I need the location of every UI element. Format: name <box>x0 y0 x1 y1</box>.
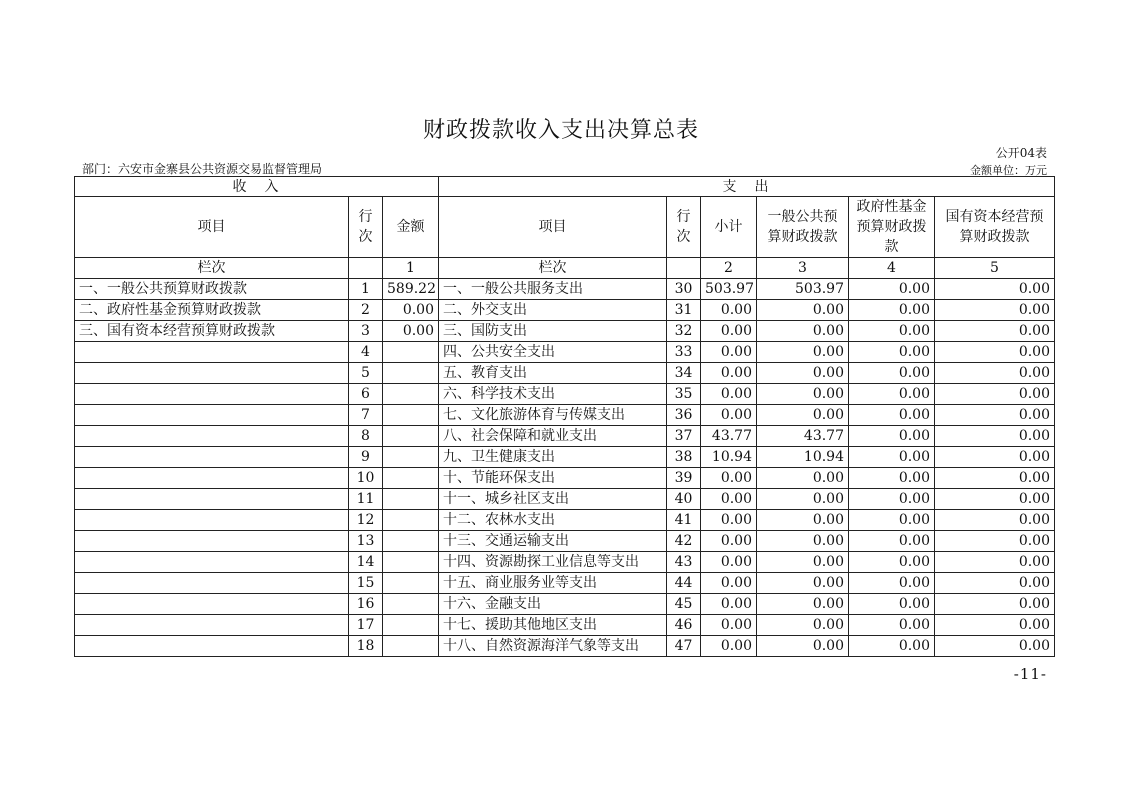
income-item-cell <box>75 468 349 489</box>
income-amount-cell: 0.00 <box>383 321 439 342</box>
state-capital-cell: 0.00 <box>935 552 1055 573</box>
expense-item-cell: 七、文化旅游体育与传媒支出 <box>439 405 667 426</box>
state-capital-cell: 0.00 <box>935 300 1055 321</box>
state-capital-cell: 0.00 <box>935 531 1055 552</box>
income-amount-cell <box>383 594 439 615</box>
income-item-cell <box>75 405 349 426</box>
income-amount-header: 金额 <box>383 197 439 258</box>
general-budget-cell: 503.97 <box>757 279 849 300</box>
table-row <box>75 384 1055 405</box>
column-header-row <box>75 197 1055 258</box>
expense-item-cell: 三、国防支出 <box>439 321 667 342</box>
col-index-4: 4 <box>849 258 935 279</box>
table-row <box>75 342 1055 363</box>
income-amount-cell <box>383 489 439 510</box>
fund-budget-cell: 0.00 <box>849 594 935 615</box>
income-row-no-cell: 12 <box>349 510 383 531</box>
expense-row-no-cell: 32 <box>667 321 701 342</box>
fund-budget-cell: 0.00 <box>849 405 935 426</box>
expense-item-cell: 五、教育支出 <box>439 363 667 384</box>
state-capital-cell: 0.00 <box>935 321 1055 342</box>
expense-item-cell: 八、社会保障和就业支出 <box>439 426 667 447</box>
fund-budget-cell: 0.00 <box>849 573 935 594</box>
expense-item-cell: 十四、资源勘探工业信息等支出 <box>439 552 667 573</box>
expense-item-cell: 十八、自然资源海洋气象等支出 <box>439 636 667 657</box>
income-row-no-cell: 4 <box>349 342 383 363</box>
expense-row-no-cell: 46 <box>667 615 701 636</box>
table-row <box>75 531 1055 552</box>
state-capital-header: 国有资本经营预算财政拨款 <box>935 197 1055 258</box>
page-title: 财政拨款收入支出决算总表 <box>422 118 699 143</box>
form-number: 公开04表 <box>995 146 1047 160</box>
fund-budget-cell: 0.00 <box>849 510 935 531</box>
table-row <box>75 615 1055 636</box>
expense-row-no-cell: 31 <box>667 300 701 321</box>
income-item-cell: 一、一般公共预算财政拨款 <box>75 279 349 300</box>
income-row-no-cell: 2 <box>349 300 383 321</box>
general-budget-cell: 0.00 <box>757 573 849 594</box>
expense-item-cell: 十三、交通运输支出 <box>439 531 667 552</box>
table-row <box>75 573 1055 594</box>
income-row-no-cell: 6 <box>349 384 383 405</box>
income-item-cell <box>75 594 349 615</box>
table-row <box>75 636 1055 657</box>
table-row <box>75 447 1055 468</box>
expense-item-cell: 十五、商业服务业等支出 <box>439 573 667 594</box>
state-capital-cell: 0.00 <box>935 342 1055 363</box>
fund-budget-cell: 0.00 <box>849 636 935 657</box>
expense-item-cell: 十二、农林水支出 <box>439 510 667 531</box>
income-row-no-cell: 17 <box>349 615 383 636</box>
fund-budget-cell: 0.00 <box>849 468 935 489</box>
general-budget-cell: 0.00 <box>757 384 849 405</box>
income-amount-cell <box>383 573 439 594</box>
expense-row-no-cell: 39 <box>667 468 701 489</box>
column-index-row <box>75 258 1055 279</box>
state-capital-cell: 0.00 <box>935 279 1055 300</box>
general-budget-cell: 0.00 <box>757 321 849 342</box>
expense-row-no-cell: 35 <box>667 384 701 405</box>
expense-row-no-cell: 30 <box>667 279 701 300</box>
state-capital-cell: 0.00 <box>935 363 1055 384</box>
general-budget-cell: 0.00 <box>757 531 849 552</box>
state-capital-cell: 0.00 <box>935 594 1055 615</box>
income-row-no-cell: 10 <box>349 468 383 489</box>
expense-item-cell: 二、外交支出 <box>439 300 667 321</box>
expense-row-no-header: 行次 <box>667 197 701 258</box>
income-row-no-cell: 14 <box>349 552 383 573</box>
subtotal-cell: 0.00 <box>701 300 757 321</box>
general-budget-cell: 43.77 <box>757 426 849 447</box>
income-amount-cell <box>383 405 439 426</box>
income-row-no-cell: 8 <box>349 426 383 447</box>
income-item-cell: 三、国有资本经营预算财政拨款 <box>75 321 349 342</box>
col-label-left: 栏次 <box>75 258 349 279</box>
expense-row-no-cell: 45 <box>667 594 701 615</box>
fund-budget-cell: 0.00 <box>849 552 935 573</box>
income-amount-cell <box>383 342 439 363</box>
general-budget-cell: 0.00 <box>757 300 849 321</box>
subtotal-cell: 0.00 <box>701 636 757 657</box>
income-row-no-cell: 3 <box>349 321 383 342</box>
table-row <box>75 489 1055 510</box>
table-row <box>75 405 1055 426</box>
budget-table <box>74 176 1055 657</box>
subtotal-cell: 0.00 <box>701 468 757 489</box>
expense-row-no-cell: 43 <box>667 552 701 573</box>
income-amount-cell: 0.00 <box>383 300 439 321</box>
state-capital-cell: 0.00 <box>935 426 1055 447</box>
expense-item-cell: 九、卫生健康支出 <box>439 447 667 468</box>
department-label: 部门：六安市金寨县公共资源交易监督管理局 <box>82 162 323 176</box>
section-header-row <box>75 177 1055 197</box>
subtotal-cell: 0.00 <box>701 384 757 405</box>
fund-budget-cell: 0.00 <box>849 426 935 447</box>
col-index-5: 5 <box>935 258 1055 279</box>
expense-item-cell: 一、一般公共服务支出 <box>439 279 667 300</box>
expense-row-no-cell: 42 <box>667 531 701 552</box>
state-capital-cell: 0.00 <box>935 447 1055 468</box>
income-row-no-cell: 11 <box>349 489 383 510</box>
state-capital-cell: 0.00 <box>935 636 1055 657</box>
expense-item-cell: 十一、城乡社区支出 <box>439 489 667 510</box>
fund-budget-cell: 0.00 <box>849 321 935 342</box>
expense-row-no-cell: 47 <box>667 636 701 657</box>
general-budget-header: 一般公共预算财政拨款 <box>757 197 849 258</box>
income-row-no-cell: 1 <box>349 279 383 300</box>
state-capital-cell: 0.00 <box>935 615 1055 636</box>
subtotal-cell: 0.00 <box>701 573 757 594</box>
general-budget-cell: 0.00 <box>757 342 849 363</box>
general-budget-cell: 0.00 <box>757 552 849 573</box>
income-item-cell <box>75 384 349 405</box>
col-index-3: 3 <box>757 258 849 279</box>
expense-section-header: 支 出 <box>439 177 1055 197</box>
income-amount-cell <box>383 552 439 573</box>
income-row-no-cell: 13 <box>349 531 383 552</box>
income-row-no-cell: 16 <box>349 594 383 615</box>
fund-budget-cell: 0.00 <box>849 342 935 363</box>
state-capital-cell: 0.00 <box>935 573 1055 594</box>
general-budget-cell: 0.00 <box>757 468 849 489</box>
general-budget-cell: 0.00 <box>757 363 849 384</box>
fund-budget-cell: 0.00 <box>849 279 935 300</box>
income-item-cell <box>75 363 349 384</box>
income-item-header: 项目 <box>75 197 349 258</box>
income-section-header: 收 入 <box>75 177 439 197</box>
income-row-no-cell: 5 <box>349 363 383 384</box>
expense-row-no-cell: 41 <box>667 510 701 531</box>
table-row <box>75 300 1055 321</box>
table-row <box>75 468 1055 489</box>
general-budget-cell: 0.00 <box>757 489 849 510</box>
col-index-2: 2 <box>701 258 757 279</box>
page-number: -11- <box>1013 665 1047 683</box>
income-item-cell <box>75 636 349 657</box>
expense-row-no-cell: 37 <box>667 426 701 447</box>
state-capital-cell: 0.00 <box>935 405 1055 426</box>
income-item-cell: 二、政府性基金预算财政拨款 <box>75 300 349 321</box>
income-amount-cell <box>383 468 439 489</box>
income-row-no-cell: 18 <box>349 636 383 657</box>
expense-row-no-cell: 33 <box>667 342 701 363</box>
fund-budget-cell: 0.00 <box>849 300 935 321</box>
subtotal-cell: 0.00 <box>701 489 757 510</box>
general-budget-cell: 0.00 <box>757 510 849 531</box>
income-amount-cell <box>383 636 439 657</box>
amount-unit-label: 金额单位：万元 <box>970 164 1047 177</box>
subtotal-cell: 0.00 <box>701 363 757 384</box>
general-budget-cell: 0.00 <box>757 405 849 426</box>
table-row <box>75 321 1055 342</box>
table-row <box>75 552 1055 573</box>
fund-budget-cell: 0.00 <box>849 489 935 510</box>
state-capital-cell: 0.00 <box>935 468 1055 489</box>
income-amount-cell <box>383 363 439 384</box>
table-row <box>75 594 1055 615</box>
income-item-cell <box>75 552 349 573</box>
subtotal-cell: 0.00 <box>701 615 757 636</box>
expense-item-cell: 十、节能环保支出 <box>439 468 667 489</box>
expense-row-no-cell: 38 <box>667 447 701 468</box>
table-row <box>75 279 1055 300</box>
income-item-cell <box>75 489 349 510</box>
fund-budget-cell: 0.00 <box>849 615 935 636</box>
income-item-cell <box>75 510 349 531</box>
income-row-no-cell: 7 <box>349 405 383 426</box>
expense-item-cell: 十七、援助其他地区支出 <box>439 615 667 636</box>
income-amount-cell <box>383 510 439 531</box>
income-amount-cell: 589.22 <box>383 279 439 300</box>
col-index-1: 1 <box>383 258 439 279</box>
state-capital-cell: 0.00 <box>935 384 1055 405</box>
expense-item-cell: 四、公共安全支出 <box>439 342 667 363</box>
general-budget-cell: 10.94 <box>757 447 849 468</box>
expense-item-cell: 六、科学技术支出 <box>439 384 667 405</box>
table-row <box>75 426 1055 447</box>
subtotal-cell: 0.00 <box>701 405 757 426</box>
fund-budget-cell: 0.00 <box>849 384 935 405</box>
expense-row-no-cell: 36 <box>667 405 701 426</box>
general-budget-cell: 0.00 <box>757 594 849 615</box>
income-item-cell <box>75 615 349 636</box>
subtotal-cell: 0.00 <box>701 342 757 363</box>
subtotal-header: 小计 <box>701 197 757 258</box>
income-row-no-header: 行次 <box>349 197 383 258</box>
income-amount-cell <box>383 384 439 405</box>
income-amount-cell <box>383 531 439 552</box>
expense-row-no-cell: 34 <box>667 363 701 384</box>
fund-budget-cell: 0.00 <box>849 363 935 384</box>
fund-budget-cell: 0.00 <box>849 531 935 552</box>
expense-item-header: 项目 <box>439 197 667 258</box>
income-item-cell <box>75 426 349 447</box>
expense-item-cell: 十六、金融支出 <box>439 594 667 615</box>
income-row-no-cell: 9 <box>349 447 383 468</box>
income-amount-cell <box>383 447 439 468</box>
fund-budget-cell: 0.00 <box>849 447 935 468</box>
subtotal-cell: 0.00 <box>701 510 757 531</box>
subtotal-cell: 0.00 <box>701 531 757 552</box>
subtotal-cell: 0.00 <box>701 321 757 342</box>
table-row <box>75 363 1055 384</box>
subtotal-cell: 0.00 <box>701 552 757 573</box>
col-label-right: 栏次 <box>439 258 667 279</box>
subtotal-cell: 43.77 <box>701 426 757 447</box>
income-item-cell <box>75 342 349 363</box>
income-amount-cell <box>383 615 439 636</box>
expense-row-no-cell: 40 <box>667 489 701 510</box>
income-item-cell <box>75 531 349 552</box>
state-capital-cell: 0.00 <box>935 489 1055 510</box>
income-item-cell <box>75 573 349 594</box>
subtotal-cell: 10.94 <box>701 447 757 468</box>
subtotal-cell: 503.97 <box>701 279 757 300</box>
income-row-no-cell: 15 <box>349 573 383 594</box>
subtotal-cell: 0.00 <box>701 594 757 615</box>
expense-row-no-cell: 44 <box>667 573 701 594</box>
income-item-cell <box>75 447 349 468</box>
state-capital-cell: 0.00 <box>935 510 1055 531</box>
table-row <box>75 510 1055 531</box>
fund-budget-header: 政府性基金预算财政拨款 <box>849 197 935 258</box>
general-budget-cell: 0.00 <box>757 636 849 657</box>
income-amount-cell <box>383 426 439 447</box>
general-budget-cell: 0.00 <box>757 615 849 636</box>
